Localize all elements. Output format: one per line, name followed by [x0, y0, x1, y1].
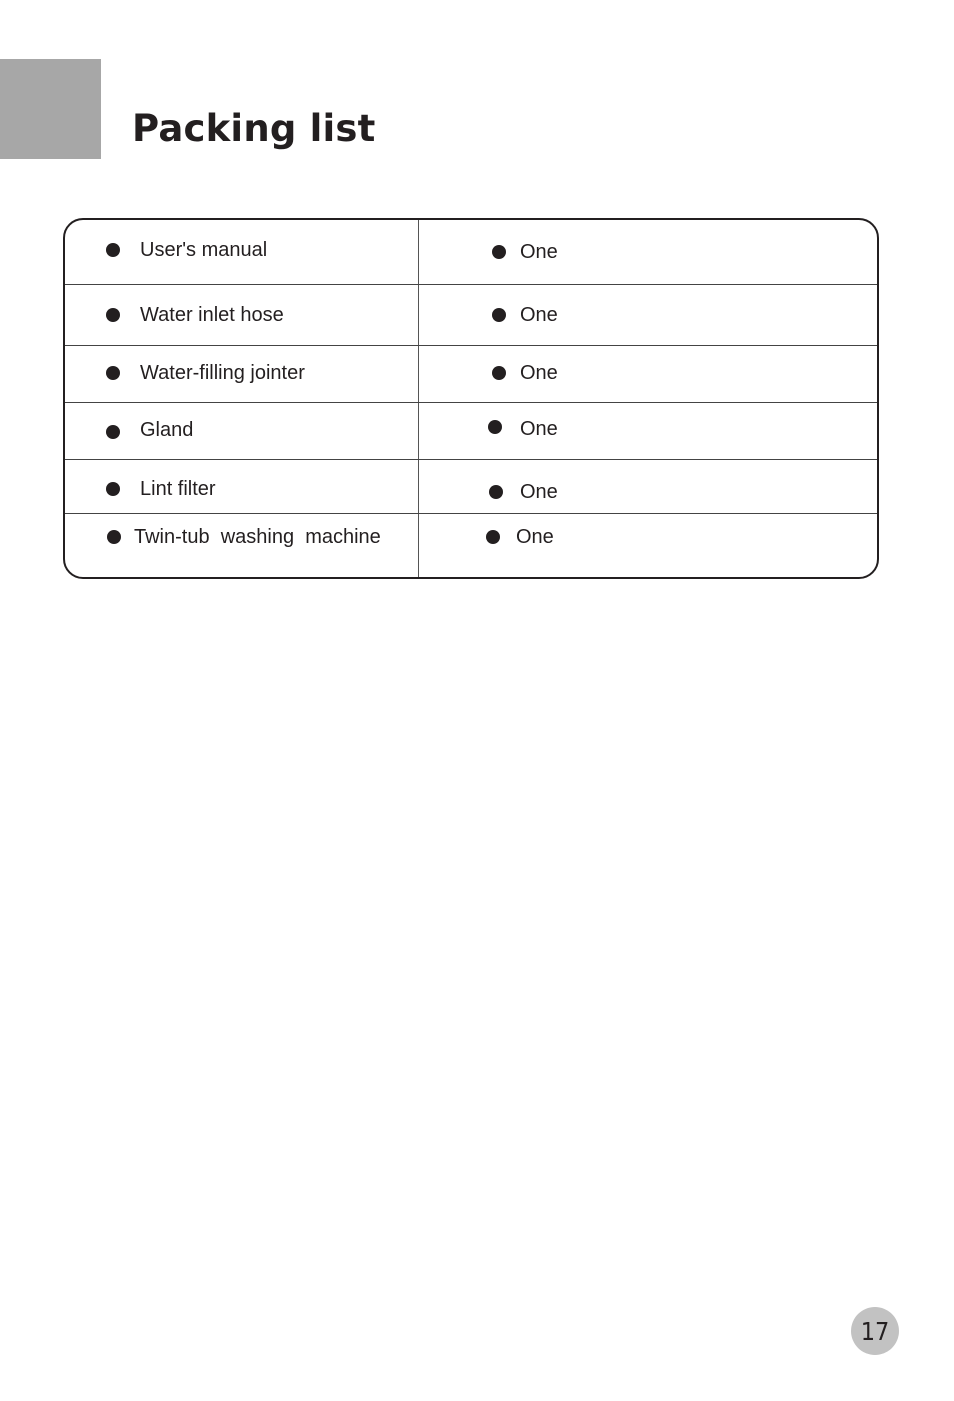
item-quantity: One — [520, 418, 558, 440]
bullet-icon — [106, 425, 120, 439]
page-number: 17 — [851, 1307, 899, 1355]
row-divider — [65, 513, 877, 514]
row-divider — [65, 459, 877, 460]
row-divider — [65, 345, 877, 346]
item-name: Gland — [140, 419, 194, 441]
item-name-cell — [106, 238, 267, 262]
item-quantity-cell — [488, 417, 558, 441]
item-name-cell — [106, 303, 284, 327]
item-quantity-cell — [486, 525, 554, 549]
section-tab-marker — [0, 59, 101, 159]
bullet-icon — [488, 420, 502, 434]
bullet-icon — [492, 308, 506, 322]
item-name-cell — [107, 525, 381, 549]
packing-list-table — [63, 218, 879, 579]
bullet-icon — [107, 530, 121, 544]
row-divider — [65, 402, 877, 403]
item-quantity: One — [520, 241, 558, 263]
row-divider — [65, 284, 877, 285]
bullet-icon — [106, 366, 120, 380]
item-name-cell — [106, 361, 305, 385]
item-name: User's manual — [140, 239, 268, 261]
bullet-icon — [486, 530, 500, 544]
item-quantity: One — [516, 526, 554, 548]
item-name: Water-filling jointer — [140, 362, 305, 384]
item-name-cell — [106, 418, 193, 442]
item-name: Twin-tub washing machine — [134, 526, 381, 548]
bullet-icon — [492, 245, 506, 259]
bullet-icon — [106, 308, 120, 322]
column-divider — [418, 220, 419, 577]
bullet-icon — [489, 485, 503, 499]
item-quantity: One — [520, 304, 558, 326]
page-title: Packing list — [132, 107, 376, 150]
item-quantity: One — [520, 481, 558, 503]
item-name: Water inlet hose — [140, 304, 284, 326]
bullet-icon — [106, 243, 120, 257]
bullet-icon — [106, 482, 120, 496]
item-quantity-cell — [489, 480, 558, 504]
item-quantity-cell — [492, 303, 558, 327]
item-quantity: One — [520, 362, 558, 384]
bullet-icon — [492, 366, 506, 380]
item-name: Lint filter — [140, 478, 216, 500]
item-name-cell — [106, 477, 216, 501]
item-quantity-cell — [492, 240, 558, 264]
item-quantity-cell — [492, 361, 558, 385]
